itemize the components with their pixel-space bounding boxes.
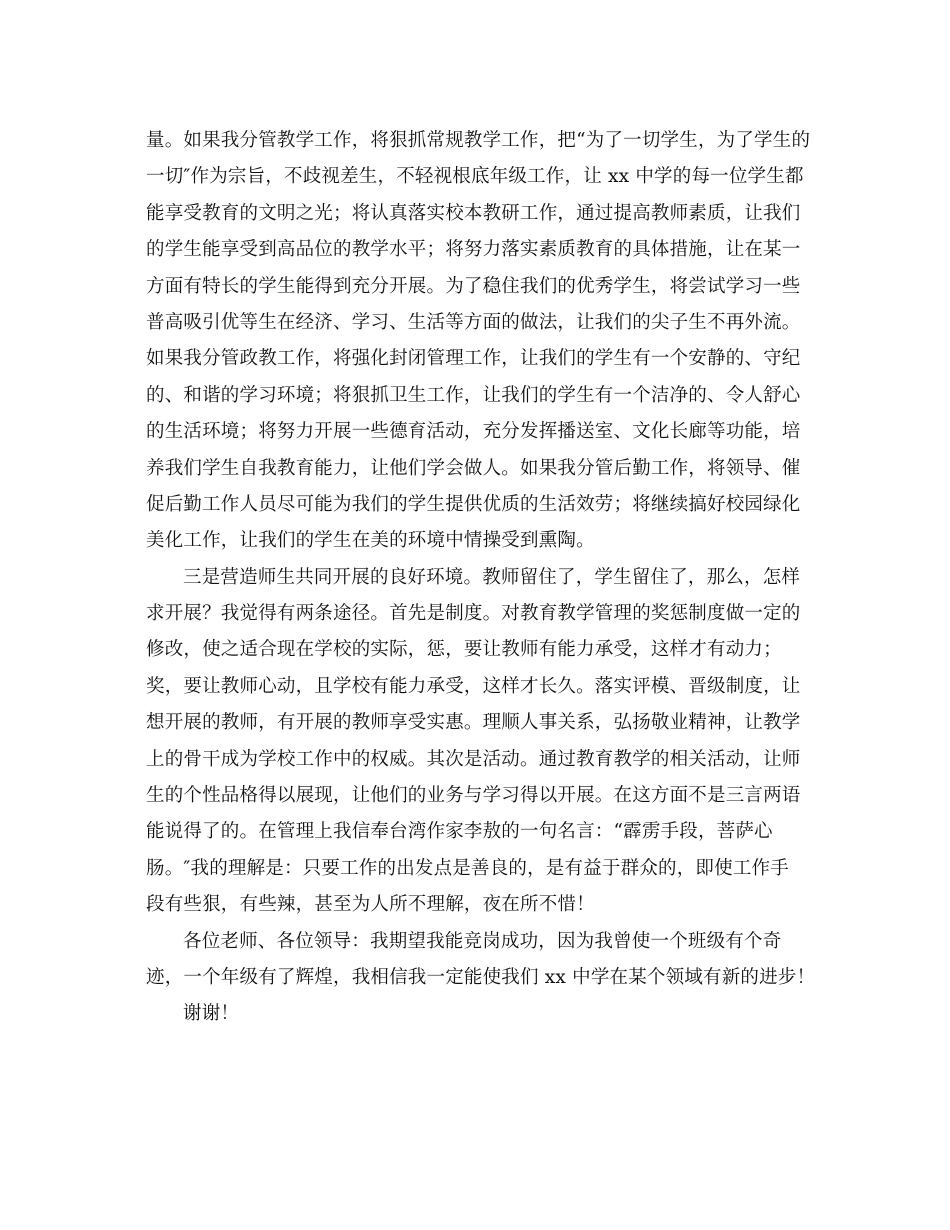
text-line: 迹，一个年级有了辉煌，我相信我一定能使我们 xx 中学在某个领域有新的进步！ bbox=[146, 966, 816, 988]
text-line: 生的个性品格得以展现，让他们的业务与学习得以开展。在这方面不是三言两语 bbox=[146, 785, 801, 807]
text-line: 想开展的教师，有开展的教师享受实惠。理顺人事关系，弘扬敬业精神，让教学 bbox=[146, 712, 801, 734]
text-line: 普高吸引优等生在经济、学习、生活等方面的做法，让我们的尖子生不再外流。 bbox=[146, 311, 801, 333]
paragraph-start-line: 三是营造师生共同开展的良好环境。教师留住了，学生留住了，那么，怎样 bbox=[183, 566, 801, 588]
text-line: 的生活环境；将努力开展一些德育活动，充分发挥播送室、文化长廊等功能，培 bbox=[146, 421, 801, 443]
text-line: 的、和谐的学习环境；将狠抓卫生工作，让我们的学生有一个洁净的、令人舒心 bbox=[146, 384, 801, 406]
text-line: 促后勤工作人员尽可能为我们的学生提供优质的生活效劳；将继续搞好校园绿化 bbox=[146, 493, 801, 515]
text-line: 能说得了的。在管理上我信奉台湾作家李敖的一句名言：“霹雳手段，菩萨心 bbox=[146, 821, 773, 843]
text-line: 奖，要让教师心动，且学校有能力承受，这样才长久。落实评模、晋级制度，让 bbox=[146, 675, 801, 697]
text-line: 肠。″我的理解是：只要工作的出发点是善良的，是有益于群众的，即使工作手 bbox=[146, 857, 789, 879]
closing-line: 谢谢！ bbox=[183, 1003, 240, 1025]
text-line: 养我们学生自我教育能力，让他们学会做人。如果我分管后勤工作，将领导、催 bbox=[146, 457, 801, 479]
text-line: 能享受教育的文明之光；将认真落实校本教研工作，通过提高教师素质，让我们 bbox=[146, 202, 801, 224]
text-line: 的学生能享受到高品位的教学水平；将努力落实素质教育的具体措施，让在某一 bbox=[146, 239, 801, 261]
paragraph-start-line: 各位老师、各位领导：我期望我能竞岗成功，因为我曾使一个班级有个奇 bbox=[183, 930, 782, 952]
text-line: 美化工作，让我们的学生在美的环境中情操受到熏陶。 bbox=[146, 530, 595, 552]
text-line: 修改，使之适合现在学校的实际，惩，要让教师有能力承受，这样才有动力； bbox=[146, 639, 782, 661]
text-line: 如果我分管政教工作，将强化封闭管理工作，让我们的学生有一个安静的、守纪 bbox=[146, 348, 801, 370]
body-text bbox=[146, 123, 816, 1033]
text-line: 方面有特长的学生能得到充分开展。为了稳住我们的优秀学生，将尝试学习一些 bbox=[146, 275, 801, 297]
text-line: 上的骨干成为学校工作中的权威。其次是活动。通过教育教学的相关活动，让师 bbox=[146, 748, 801, 770]
text-line: 段有些狠，有些辣，甚至为人所不理解，夜在所不惜！ bbox=[146, 894, 595, 916]
text-line: 量。如果我分管教学工作，将狠抓常规教学工作，把“为了一切学生，为了学生的 bbox=[146, 130, 811, 151]
text-line: 求开展？我觉得有两条途径。首先是制度。对教育教学管理的奖惩制度做一定的 bbox=[146, 603, 801, 625]
text-line: 一切″作为宗旨，不歧视差生，不轻视根底年级工作，让 xx 中学的每一位学生都 bbox=[146, 166, 804, 188]
